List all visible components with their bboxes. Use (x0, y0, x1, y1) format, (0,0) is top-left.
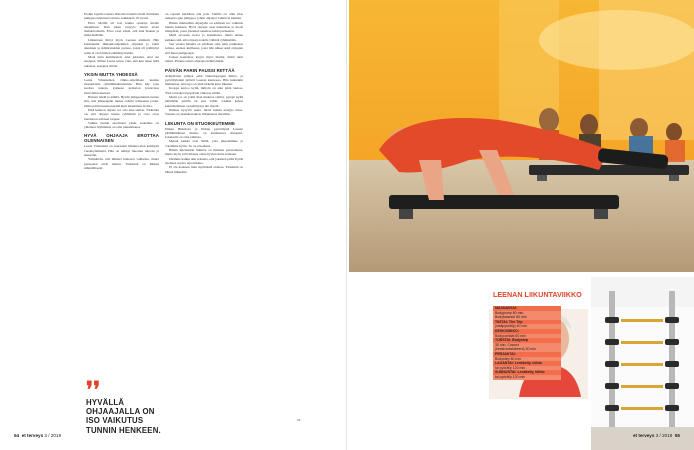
schedule-row: PERJANTAI: (493, 352, 561, 357)
page-number: 54 (14, 433, 20, 438)
schedule (493, 306, 561, 380)
body-paragraph: Sen vuoksi hänellä on edelleen oma tuttu paikkansa salissa, eteisen kulmassa, josta hän näkee sekä ohjaajan että muut jumppaajat. (165, 42, 243, 55)
schedule-row: KESKIVIIKKO: (493, 329, 561, 334)
main-photo (349, 0, 694, 272)
schedule-row: tai pyöräily 120 min (493, 375, 561, 380)
section-heading: PÄIVÄN PARIN PAUSSI RIITTÄÄ (165, 67, 235, 73)
schedule-row: (keskivartalotreeni) 30 min (493, 347, 561, 352)
issue: 3 / 2019 (44, 433, 62, 438)
body-paragraph: Arkipäivien jumpat sekä viikonloppujen hiihto- ja pyöräilylenkit pitävät Leenan kunnossa. Hän kuitenkin muistuttaa, että lepo on yhtä tärkeää kuin liikunta. (165, 73, 243, 87)
body-paragraph: Mutta jos on jokin ihan mukava rutiini, pystyn kyllä jättämään päivän tai pari väliin. Lisäksi kehon kuunteleminen on kehittynyt iän myötä. (165, 95, 243, 108)
folio-right (633, 433, 680, 438)
schedule-row: Bodypump 60 min, (493, 311, 561, 316)
body-paragraph: Elwa Mollin oli tosi trakka opettaja meille alkanilleen. Kun jokin vanyyta tuntui aivan mahdottomalta, Elwa vaan toinsi, että sinä maksat ja minä määrään. (84, 20, 159, 38)
body-paragraph: Kroppa kertoo kyllä, milloin on aika pitää taukoa. Yksi tai kaksi lepopäivää viikossa riittää. (165, 86, 243, 95)
body-paragraph: Liikuntaan liittyi myös Leenan ammatti. Hän koulutautui liikkuntoohjelmien ohjaaksi ja toimi aikuisten ja ikääntyneiden parissa, joista oli päättynyt sama ei vaan hänen elämäntyössään. (84, 37, 159, 55)
body-paragraph: Haluan tehdä ja nähdä. Hyvän jumppatunnin tuntua sitä, että jälkeenpäin tuntee todella tehneensä jotain. Omia päiviä kunnossapidä kuin tekeminen lavalla. (84, 95, 159, 108)
folio-left (14, 433, 61, 438)
info-box-title: LEENAN LIIKUNTAVIIKKO (493, 290, 582, 299)
schedule-row: 30 min, Cxworx (493, 343, 561, 348)
schedule-row: TIISTAI: The Trip (493, 320, 561, 325)
body-paragraph: Vaikka tunnin suorittaisi yksin, kokemus on yhteinen. Ryhmässä on oma tunnelmansa. (84, 120, 159, 130)
article-column-2 (165, 12, 243, 174)
body-paragraph: Minä arvostan tietoa ja kokemusta, mutta ennen kaikkea sitä, että ohjaaja todella välittää ryhmästään. (165, 33, 243, 42)
magazine-name: et terveys (632, 433, 655, 438)
body-paragraph: Olemme kaikki niin erilaisia, että jokaisen pitää löytää itselleen sopiva tapa liikkua. (165, 156, 244, 165)
body-paragraph: Moni tuttu kummasteli, ettei jaksanut, ettei ole energiaa. Siihen Leena sanoo vain, että kun tekee mitä rakastaa, energiaa riittää. (84, 54, 159, 68)
body-paragraph: Ihmiset kysyvät usein, mistä kaikki energia tulee. Vastaus on yksinkertainen: liikunnasta itsestään. (165, 107, 243, 117)
body-paragraph: Pirkan Hiihdosta ja Pirkan pyöräilystä Leenan päällimmäinen muisto on kannustava ilmapiiri. Jokaisella on oma tahtinsa. (165, 126, 243, 140)
section-heading: YKSIN MUTTA YHDESSÄ (84, 71, 138, 77)
body-paragraph: Joskus kannattaa kysyä myös muilta, miltä tunti tuntui. Palaute auttaa ohjaajaa kehittymään. (165, 54, 243, 64)
page-number: 55 (674, 433, 680, 438)
body-paragraph: Hänen mielestään ohjaajalla on edelleen iso vaikutus tunnin henkeen. Hyvä ohjaaja osaa kannustaa ja luoda ilmapiirin, jossa jokainen uskaltaa tehdä parhaansa. (165, 20, 243, 34)
body-paragraph: on sopeutt heidättaa alla pois. Vallilla on ollut tilaa tunnetaa ajan jumppaa, johtin ohjaajat vaihtuvat hieman. (165, 12, 243, 21)
body-paragraph: Eikä kunnon ohjaus voi olla aina samaa. Tärkeintä on, että ohjaaja tuntee ryhmänsä ja osaa ottaa huomioon erilaiset tarpeet. (84, 107, 159, 121)
schedule-row: MAANANTAI: (493, 306, 561, 311)
pullquote: HYVÄLLÄ OHJAAJALLA ON ISO VAIKUTUS TUNNIN HENKEEN. (86, 398, 161, 435)
schedule-row: Bodybalance 60 min (493, 315, 561, 320)
schedule-row: tai pyöräily 120 min (493, 366, 561, 371)
schedule-row: (sisäpyöräily) 40 min (493, 324, 561, 329)
gym-photo (591, 277, 694, 450)
issue: 3 / 2019 (655, 433, 673, 438)
body-paragraph: Leena Viitaniemi on seuraanut liikunta-alan kehitystä vuosikymmeniä. Hän on nähnyt muotien tulevan ja menevän. (84, 144, 159, 158)
body-paragraph: Hänen mielestään liikunta on ihmisen perusoikeus, mutta myös velvollisuus omaa hyvinvointia kohtaan. (165, 148, 243, 157)
schedule-row: Bodycombat 60 min (493, 334, 561, 339)
section-heading: HYVÄ OHJAAJA EROTTAA OLENNAISEN (84, 133, 159, 144)
body-paragraph: Meistä kaikki ovat täällä, jotta jaksaisimme ja voisimme hyvin. Se on etuoikeus. (165, 139, 243, 148)
magazine-name: et terveys (21, 433, 44, 438)
body-paragraph: Leena Viitaniemen viikko-ohjelmaan kuuluu monenlaisia ryhmäliikuntatunteja. Hän käy jopa suoltaa tunteja, sykkeen kohtalon nostavissa intervallitreeneissä. (84, 77, 159, 95)
schedule-row: SUNNUNTAI: Lenkkeily, hiihto (493, 370, 561, 375)
photo-caption: 29 (297, 418, 301, 422)
schedule-row: TORSTAI: Bodystep (493, 338, 561, 343)
body-paragraph: Ei ole koskaan liian myöhäistä aloittaa. Tärkeintä on lähteä liikkeelle. (165, 165, 243, 174)
section-heading: LIIKUNTA ON ETUOIKEUTEMME (165, 120, 236, 126)
quote-mark-icon: ❜❜ (86, 377, 101, 402)
body-paragraph: Elokin lopulla tanssia läsnoista baletita tham rittitäsien jumppaa käyntteen ohessa, kaikkiaan 19 vuotta. (84, 12, 159, 21)
body-paragraph: Ymmärrän, että ihmiset haluavat vaihtelua, mutta perusasiat eivät muutu. Tärkeintä on liikkua säännöllisesti. (84, 157, 159, 170)
article-column-1 (84, 12, 159, 170)
schedule-row: LAUANTAI: Lenkkeily, hiihto (493, 361, 561, 366)
schedule-row: Bodystep 60 min (493, 357, 561, 362)
